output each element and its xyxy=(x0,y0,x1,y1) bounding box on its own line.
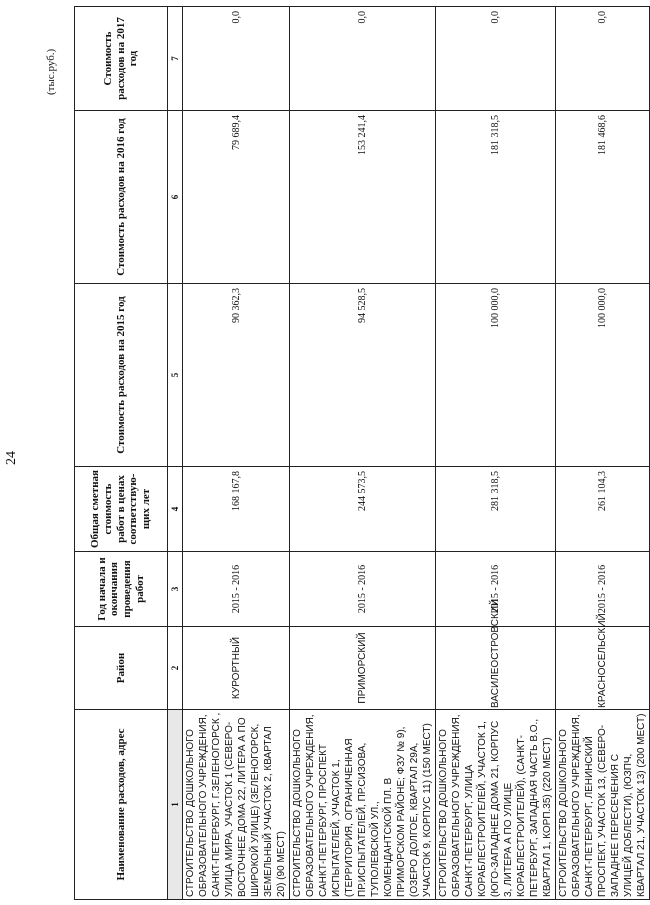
expense-name: СТРОИТЕЛЬСТВО ДОШКОЛЬНОГО ОБРАЗОВАТЕЛЬНОГО УЧРЕЖДЕНИЯ, САНКТ-ПЕТЕРБУРГ, Г.ЗЕЛЕНОГОРСК , УЛИЦА МИРА, УЧАСТОК 1 (СЕВЕРО-ВОСТОЧНЕЕ ДОМА 22, ЛИТЕРА А ПО ШИРОКОЙ УЛИЦЕ) (ЗЕЛЕНОГОРСК, ЗЕМЕЛЬНЫЙ УЧАСТОК 2, КВАРТАЛ 20) (90 МЕСТ) xyxy=(183,710,290,900)
header-years: Год начала и окончания проведения работ xyxy=(75,552,168,627)
column-number-row xyxy=(168,7,183,900)
column-number: 7 xyxy=(168,7,183,111)
total-cost-cell: 261 104,3 xyxy=(556,467,650,552)
table-row xyxy=(290,7,436,900)
cost-2015-cell: 100 000,0 xyxy=(556,284,650,467)
header-row xyxy=(75,7,168,900)
total-cost-cell: 244 573,5 xyxy=(290,467,436,552)
header-total-cost: Общая сметная стоимость работ в ценах соответствую-щих лет xyxy=(75,467,168,552)
total-cost-cell: 168 167,8 xyxy=(183,467,290,552)
table-row xyxy=(183,7,290,900)
expenses-table xyxy=(74,6,650,900)
cost-2016-cell: 79 689,4 xyxy=(183,111,290,284)
cost-2016-cell: 153 241,4 xyxy=(290,111,436,284)
table-row xyxy=(556,7,650,900)
cost-2016-cell: 181 468,6 xyxy=(556,111,650,284)
expense-name: СТРОИТЕЛЬСТВО ДОШКОЛЬНОГО ОБРАЗОВАТЕЛЬНОГО УЧРЕЖДЕНИЯ, САНКТ-ПЕТЕРБУРГ, ПРОСПЕКТ ИСПЫТАТЕЛЕЙ, УЧАСТОК 1, (ТЕРРИТОРИЯ, ОГРАНИЧЕННАЯ ПР.ИСПЫТАТЕЛЕЙ, ПР.СИЗОВА, ТУПОЛЕВСКОЙ УЛ., КОМЕНДАНТСКОЙ ПЛ. В ПРИМОРСКОМ РАЙОНЕ; ФЗУ № 9), (ОЗЕРО ДОЛГОЕ, КВАРТАЛ 29А, УЧАСТОК 9, КОРПУС 11) (150 МЕСТ) xyxy=(290,710,436,900)
header-district: Район xyxy=(75,627,168,710)
page-number: 24 xyxy=(4,451,19,465)
district-cell: ВАСИЛЕОСТРОВСКИЙ xyxy=(436,627,556,710)
district-cell: КРАСНОСЕЛЬСКИЙ xyxy=(556,627,650,710)
column-number: 3 xyxy=(168,552,183,627)
years-cell: 2015 - 2016 xyxy=(556,552,650,627)
cost-2017-cell: 0,0 xyxy=(436,7,556,111)
years-cell: 2015 - 2016 xyxy=(290,552,436,627)
cost-2016-cell: 181 318,5 xyxy=(436,111,556,284)
years-cell: 2015 - 2016 xyxy=(183,552,290,627)
column-number: 4 xyxy=(168,467,183,552)
district-cell: ПРИМОРСКИЙ xyxy=(290,627,436,710)
district-cell: КУРОРТНЫЙ xyxy=(183,627,290,710)
cost-2015-cell: 94 528,5 xyxy=(290,284,436,467)
years-cell: 2015 - 2016 xyxy=(436,552,556,627)
header-cost-2015: Стоимость расходов на 2015 год xyxy=(75,284,168,467)
column-number: 1 xyxy=(168,710,183,900)
cost-2017-cell: 0,0 xyxy=(183,7,290,111)
header-name: Наименование расходов, адрес xyxy=(75,710,168,900)
cost-2015-cell: 90 362,3 xyxy=(183,284,290,467)
header-cost-2016: Стоимость расходов на 2016 год xyxy=(75,111,168,284)
cost-2017-cell: 0,0 xyxy=(556,7,650,111)
cost-2017-cell: 0,0 xyxy=(290,7,436,111)
header-cost-2017: Стоимость расходов на 2017 год xyxy=(75,7,168,111)
expense-name: СТРОИТЕЛЬСТВО ДОШКОЛЬНОГО ОБРАЗОВАТЕЛЬНОГО УЧРЕЖДЕНИЯ, САНКТ-ПЕТЕРБУРГ, ЛЕНИНСКИЙ ПРОСПЕКТ, УЧАСТОК 13, (СЕВЕРО-ЗАПАДНЕЕ ПЕРЕСЕЧЕНИЯ С УЛИЦЕЙ ДОБЛЕСТИ), (ЮЗПЧ, КВАРТАЛ 21, УЧАСТОК 13) (200 МЕСТ) xyxy=(556,710,650,900)
column-number: 6 xyxy=(168,111,183,284)
expense-name: СТРОИТЕЛЬСТВО ДОШКОЛЬНОГО ОБРАЗОВАТЕЛЬНОГО УЧРЕЖДЕНИЯ, САНКТ-ПЕТЕРБУРГ, УЛИЦА КОРАБЛЕСТРОИТЕЛЕЙ, УЧАСТОК 1, (ЮГО-ЗАПАДНЕЕ ДОМА 21, КОРПУС 3, ЛИТЕРА А ПО УЛИЦЕ КОРАБЛЕСТРОИТЕЛЕЙ), (САНКТ-ПЕТЕРБУРГ, ЗАПАДНАЯ ЧАСТЬ В.О., КВАРТАЛ 1, КОРП.35) (220 МЕСТ) xyxy=(436,710,556,900)
column-number: 2 xyxy=(168,627,183,710)
cost-2015-cell: 100 000,0 xyxy=(436,284,556,467)
units-note: (тыс.руб.) xyxy=(45,48,57,95)
total-cost-cell: 281 318,5 xyxy=(436,467,556,552)
column-number: 5 xyxy=(168,284,183,467)
table-row xyxy=(436,7,556,900)
